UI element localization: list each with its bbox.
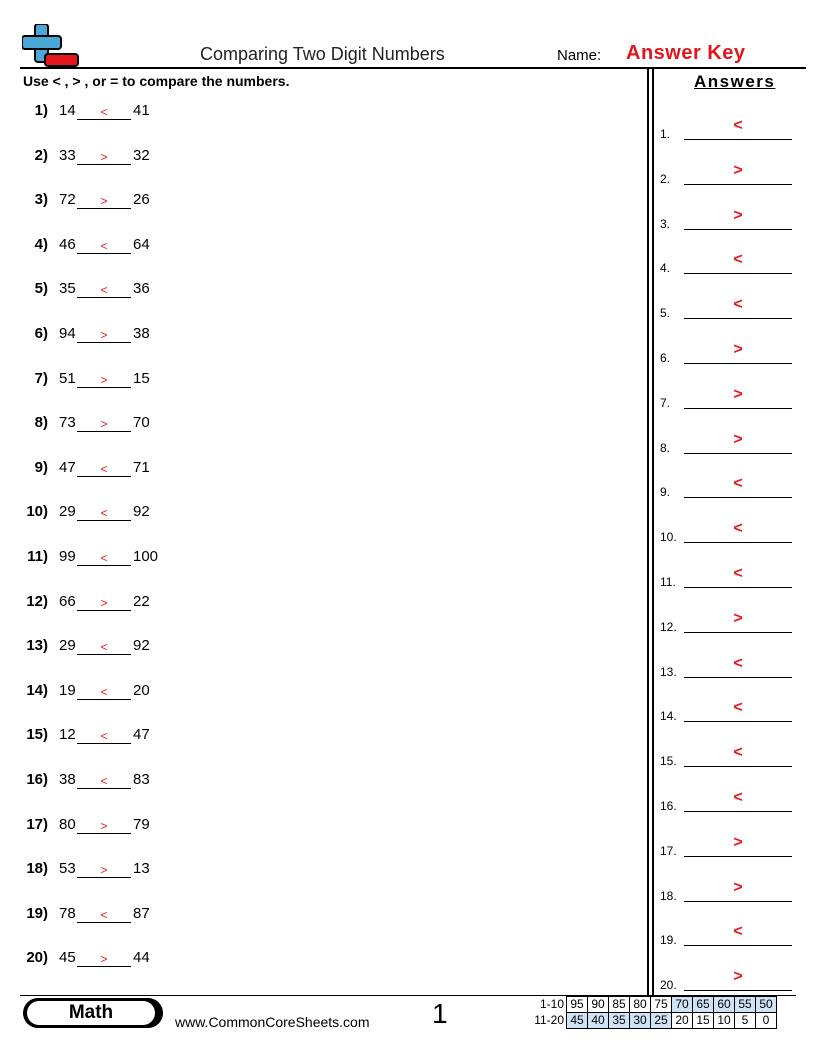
answer-number: 1. — [660, 127, 671, 141]
second-number: 70 — [133, 414, 150, 432]
problem-number: 16) — [26, 771, 48, 788]
answer-field[interactable]: > — [684, 167, 792, 185]
problem-row — [0, 325, 300, 347]
problem-row — [0, 236, 300, 258]
answer-number: 8. — [660, 440, 671, 455]
problem-number: 13) — [26, 637, 48, 655]
answer-row — [660, 968, 792, 995]
comparison-blank[interactable]: > — [77, 819, 131, 834]
answer-row — [660, 161, 792, 189]
answer-row — [660, 609, 792, 637]
score-table — [530, 996, 777, 1029]
instructions: Use < , > , or = to compare the numbers. — [23, 73, 290, 89]
first-number: 35 — [59, 280, 76, 298]
first-number: 45 — [59, 949, 76, 967]
first-number: 47 — [59, 458, 76, 476]
answer-number: 17. — [660, 843, 677, 858]
answer-number: 3. — [660, 216, 671, 231]
problem-row — [0, 191, 300, 213]
answer-number: 7. — [660, 395, 671, 410]
comparison-blank[interactable]: < — [77, 640, 131, 655]
problem-number: 18) — [26, 860, 48, 878]
answer-row — [660, 789, 792, 816]
score-cell: 35 — [609, 1013, 630, 1029]
answer-field[interactable]: < — [684, 301, 792, 319]
problem-number: 3) — [34, 191, 48, 209]
second-number: 15 — [133, 369, 150, 387]
first-number: 53 — [59, 860, 76, 878]
comparison-blank[interactable]: > — [77, 596, 131, 611]
second-number: 20 — [133, 681, 150, 699]
answer-number: 15. — [660, 754, 677, 769]
first-number: 66 — [59, 592, 76, 610]
problem-number: 11) — [27, 548, 48, 565]
problem-number: 5) — [34, 280, 48, 298]
answer-row — [660, 206, 792, 234]
problem-row — [0, 771, 300, 793]
answer-field[interactable]: < — [684, 704, 792, 722]
problem-row — [0, 637, 300, 659]
problem-row — [0, 816, 300, 838]
answer-row — [660, 296, 792, 323]
score-cell: 70 — [672, 997, 693, 1013]
problem-number: 2) — [34, 146, 48, 164]
answer-number: 20. — [660, 978, 677, 993]
problem-number: 7) — [34, 369, 48, 387]
first-number: 94 — [59, 325, 76, 342]
score-cell: 50 — [756, 997, 777, 1013]
score-cell: 55 — [735, 997, 756, 1013]
score-cell: 95 — [567, 997, 588, 1013]
answer-row — [660, 654, 792, 682]
answer-number: 16. — [660, 799, 677, 813]
first-number: 46 — [59, 235, 76, 253]
name-value: Answer Key — [626, 42, 746, 64]
column-divider-left — [647, 68, 649, 995]
website-link[interactable]: www.CommonCoreSheets.com — [175, 1014, 370, 1030]
first-number: 72 — [59, 191, 76, 209]
second-number: 32 — [133, 146, 150, 164]
comparison-blank[interactable]: < — [77, 283, 131, 298]
problem-number: 10) — [26, 503, 48, 521]
first-number: 29 — [59, 503, 76, 521]
problem-row — [0, 414, 300, 436]
second-number: 26 — [133, 191, 150, 209]
answer-row — [660, 520, 792, 547]
comparison-blank[interactable]: < — [77, 105, 131, 120]
answer-row — [660, 251, 792, 278]
problem-row — [0, 860, 300, 882]
answer-number: 2. — [660, 171, 671, 186]
score-cell: 15 — [693, 1013, 714, 1029]
answer-field[interactable]: > — [684, 391, 792, 409]
answer-row — [660, 430, 792, 458]
problem-row — [0, 147, 300, 169]
subject-badge — [23, 998, 163, 1028]
answer-number: 12. — [660, 619, 677, 634]
answer-row — [660, 475, 792, 502]
answer-field[interactable]: < — [684, 570, 792, 588]
second-number: 41 — [133, 102, 150, 119]
problem-number: 15) — [26, 726, 48, 744]
answer-number: 14. — [660, 709, 677, 724]
problem-row — [0, 726, 300, 748]
answer-field[interactable]: < — [684, 660, 792, 678]
answer-number: 6. — [660, 351, 671, 365]
problem-row — [0, 503, 300, 525]
answer-number: 9. — [660, 485, 671, 500]
second-number: 38 — [133, 325, 150, 342]
score-row-label: 1-10 — [539, 997, 564, 1011]
comparison-blank[interactable]: < — [77, 506, 131, 521]
comparison-blank[interactable]: > — [77, 194, 131, 209]
answer-number: 10. — [660, 530, 677, 545]
first-number: 38 — [59, 771, 76, 788]
comparison-blank[interactable]: > — [77, 952, 131, 967]
score-cell: 5 — [735, 1013, 756, 1029]
first-number: 99 — [59, 548, 76, 565]
second-number: 44 — [133, 949, 150, 967]
answer-field[interactable]: < — [684, 256, 792, 274]
first-number: 73 — [59, 414, 76, 432]
plus-minus-logo-icon — [22, 24, 80, 68]
answer-field[interactable]: < — [684, 928, 792, 946]
answers-heading: Answers — [694, 72, 776, 91]
answer-field[interactable]: > — [684, 973, 792, 991]
comparison-blank[interactable]: > — [77, 863, 131, 878]
page-title: Comparing Two Digit Numbers — [200, 44, 445, 64]
score-cell: 45 — [567, 1013, 588, 1029]
score-row — [530, 1013, 777, 1029]
score-cell: 90 — [588, 997, 609, 1013]
answer-field[interactable]: > — [684, 615, 792, 633]
answer-row — [660, 699, 792, 726]
answer-field[interactable]: < — [684, 794, 792, 812]
second-number: 92 — [133, 503, 150, 521]
score-cell: 75 — [651, 997, 672, 1013]
comparison-blank[interactable]: > — [77, 328, 131, 343]
score-cell: 25 — [651, 1013, 672, 1029]
second-number: 100 — [133, 548, 159, 565]
first-number: 78 — [59, 904, 76, 922]
comparison-blank[interactable]: > — [77, 150, 131, 165]
answer-number: 18. — [660, 888, 677, 903]
score-cell: 60 — [714, 997, 735, 1013]
problem-number: 1) — [34, 102, 48, 119]
answer-row — [660, 565, 792, 592]
answer-row — [660, 341, 792, 368]
page-number: 1 — [432, 998, 448, 1029]
second-number: 87 — [133, 904, 150, 922]
first-number: 12 — [59, 726, 76, 744]
header-divider — [20, 67, 806, 69]
comparison-blank[interactable]: < — [77, 551, 131, 566]
problem-row — [0, 459, 300, 481]
score-cell: 40 — [588, 1013, 609, 1029]
second-number: 47 — [133, 726, 150, 744]
answer-field[interactable]: < — [684, 749, 792, 767]
answer-row — [660, 744, 792, 771]
second-number: 71 — [133, 458, 150, 476]
score-row-label: 11-20 — [534, 1013, 564, 1027]
answer-row — [660, 923, 792, 950]
answer-row — [660, 385, 792, 413]
answer-row — [660, 117, 792, 144]
score-cell: 20 — [672, 1013, 693, 1029]
score-cell: 85 — [609, 997, 630, 1013]
second-number: 22 — [133, 592, 150, 610]
answer-number: 4. — [660, 261, 671, 276]
first-number: 33 — [59, 146, 76, 164]
answer-field[interactable]: > — [684, 884, 792, 902]
answer-field[interactable]: > — [684, 436, 792, 454]
problem-row — [0, 548, 300, 570]
comparison-blank[interactable]: < — [77, 729, 131, 744]
second-number: 64 — [133, 235, 150, 253]
problem-number: 17) — [26, 815, 48, 833]
answer-field[interactable]: < — [684, 480, 792, 498]
answer-row — [660, 833, 792, 861]
problem-number: 19) — [26, 904, 48, 922]
second-number: 36 — [133, 280, 150, 298]
comparison-blank[interactable]: > — [77, 417, 131, 432]
second-number: 13 — [133, 860, 150, 878]
second-number: 92 — [133, 637, 150, 655]
score-cell: 65 — [693, 997, 714, 1013]
problem-number: 4) — [34, 235, 48, 253]
answer-field[interactable]: < — [684, 122, 792, 140]
problem-number: 20) — [26, 949, 48, 967]
name-label: Name: — [557, 47, 602, 64]
problem-number: 8) — [34, 414, 48, 432]
score-row — [530, 997, 777, 1013]
answer-field[interactable]: > — [684, 212, 792, 230]
answer-field[interactable]: > — [684, 346, 792, 364]
comparison-blank[interactable]: > — [77, 373, 131, 388]
first-number: 19 — [59, 681, 76, 699]
answer-row — [660, 878, 792, 906]
answer-number: 5. — [660, 306, 671, 321]
problem-number: 9) — [34, 458, 48, 476]
column-divider-right — [652, 68, 654, 995]
first-number: 51 — [59, 369, 76, 387]
answer-number: 11. — [660, 575, 676, 589]
problem-number: 14) — [26, 681, 48, 699]
problem-row — [0, 593, 300, 615]
answer-number: 13. — [660, 664, 677, 679]
comparison-blank[interactable]: < — [77, 774, 131, 789]
problem-row — [0, 280, 300, 302]
comparison-blank[interactable]: < — [77, 908, 131, 923]
problem-row — [0, 102, 300, 124]
comparison-blank[interactable]: < — [77, 685, 131, 700]
second-number: 83 — [133, 771, 150, 788]
comparison-blank[interactable]: < — [77, 239, 131, 254]
answer-field[interactable]: > — [684, 839, 792, 857]
score-cell: 30 — [630, 1013, 651, 1029]
second-number: 79 — [133, 815, 150, 833]
problem-row — [0, 905, 300, 927]
score-cell: 80 — [630, 997, 651, 1013]
first-number: 80 — [59, 815, 76, 833]
first-number: 29 — [59, 637, 76, 655]
score-cell: 10 — [714, 1013, 735, 1029]
answer-number: 19. — [660, 933, 677, 948]
problem-number: 6) — [34, 325, 48, 342]
answer-field[interactable]: < — [684, 525, 792, 543]
problem-row — [0, 682, 300, 704]
first-number: 14 — [59, 102, 76, 119]
comparison-blank[interactable]: < — [77, 462, 131, 477]
subject-label: Math — [27, 1001, 155, 1025]
problem-row — [0, 370, 300, 392]
problem-row — [0, 949, 300, 971]
score-cell: 0 — [756, 1013, 777, 1029]
problem-number: 12) — [26, 592, 48, 610]
